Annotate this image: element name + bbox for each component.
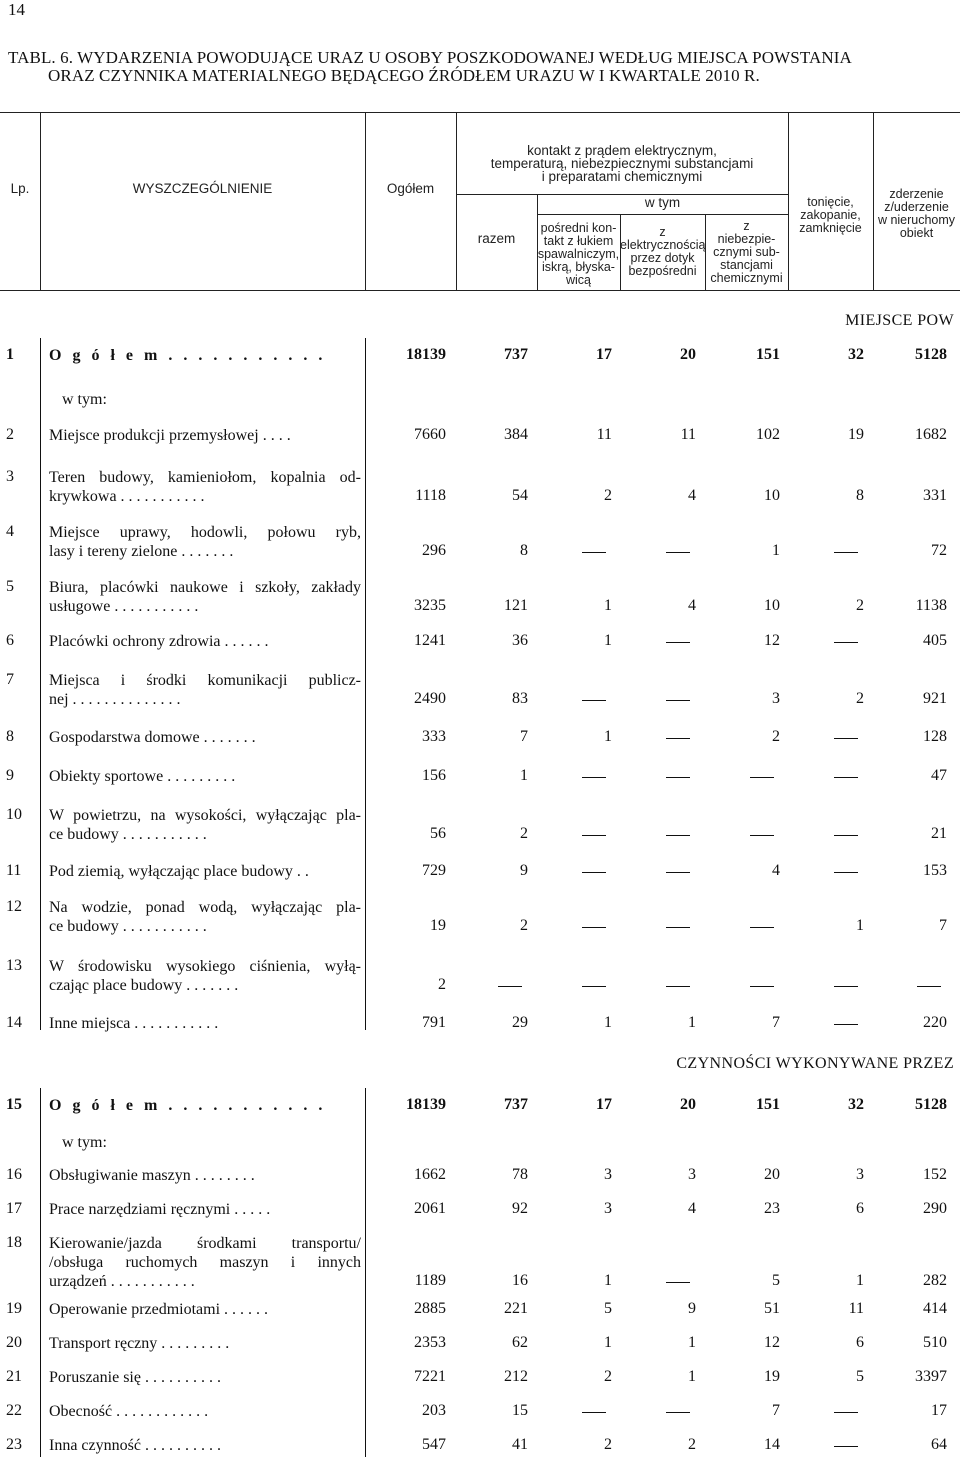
cell-value: 19: [848, 426, 864, 443]
empty-value-dash: [834, 642, 858, 643]
empty-value-dash: [834, 1024, 858, 1025]
row-label-line: usługowe . . . . . . . . . . .: [49, 598, 199, 615]
section-title: MIEJSCE POW: [845, 312, 954, 329]
cell-value: 21: [931, 825, 947, 842]
cell-value: 729: [422, 862, 446, 879]
row-number: 21: [6, 1368, 22, 1385]
empty-value-dash: [834, 835, 858, 836]
cell-value: 2: [604, 1436, 612, 1453]
cell-value: 6: [856, 1334, 864, 1351]
cell-value: 7660: [414, 426, 446, 443]
cell-value: 331: [923, 487, 947, 504]
row-label-line: Na wodzie, ponad wodą, wyłączając pla-: [49, 899, 361, 916]
cell-value: 7: [772, 1014, 780, 1031]
cell-value: 737: [504, 1096, 528, 1113]
row-label-line: ce budowy . . . . . . . . . . .: [49, 918, 207, 935]
cell-value: 152: [923, 1166, 947, 1183]
cell-value: 3: [604, 1200, 612, 1217]
row-label: [49, 1300, 361, 1319]
empty-value-dash: [582, 552, 606, 553]
cell-value: 1682: [915, 426, 947, 443]
cell-value: 7: [772, 1402, 780, 1419]
cell-value: 92: [512, 1200, 528, 1217]
row-number: 1: [6, 346, 14, 363]
cell-value: 1: [688, 1368, 696, 1385]
empty-value-dash: [666, 927, 690, 928]
cell-value: 1: [772, 542, 780, 559]
cell-value: 121: [504, 597, 528, 614]
cell-value: 333: [422, 728, 446, 745]
row-number: 3: [6, 468, 14, 485]
row-label-line: O g ó ł e m . . . . . . . . . . .: [49, 347, 326, 364]
empty-value-dash: [750, 986, 774, 987]
cell-value: 4: [688, 1200, 696, 1217]
row-label-line: lasy i tereny zielone . . . . . . .: [49, 543, 234, 560]
row-number: 13: [6, 957, 22, 974]
row-label-line: krywkowa . . . . . . . . . . .: [49, 488, 205, 505]
row-number: 23: [6, 1436, 22, 1453]
row-number: 4: [6, 523, 14, 540]
cell-value: 7221: [414, 1368, 446, 1385]
row-number: 2: [6, 426, 14, 443]
row-number: 14: [6, 1014, 22, 1031]
cell-value: 72: [931, 542, 947, 559]
column-separator: [365, 338, 366, 1030]
row-number: 11: [6, 862, 22, 879]
table-title-line2: ORAZ CZYNNIKA MATERIALNEGO BĘDĄCEGO ŹRÓDŁEM URAZU W I KWARTALE 2010 R.: [48, 66, 760, 85]
row-number: 5: [6, 578, 14, 595]
header-elektrycznoscia: z elektrycznością przez dotyk bezpośredni: [620, 225, 706, 278]
cell-value: 1: [520, 767, 528, 784]
cell-value: 203: [422, 1402, 446, 1419]
row-label-line: w tym:: [62, 391, 107, 408]
empty-value-dash: [666, 552, 690, 553]
cell-value: 9: [520, 862, 528, 879]
cell-value: 1: [856, 1272, 864, 1289]
empty-value-dash: [666, 1282, 690, 1283]
row-label: [49, 1368, 361, 1387]
cell-value: 17: [596, 1096, 612, 1113]
cell-value: 51: [764, 1300, 780, 1317]
header-group-title: kontakt z prądem elektrycznym, temperaturą, niebezpiecznymi substancjami i preparatami chemicznymi: [490, 143, 754, 184]
empty-value-dash: [582, 1412, 606, 1413]
row-label-line: ce budowy . . . . . . . . . . .: [49, 826, 207, 843]
header-w-tym: w tym: [644, 195, 681, 210]
row-label: [49, 862, 361, 881]
cell-value: 17: [596, 346, 612, 363]
cell-value: 29: [512, 1014, 528, 1031]
empty-value-dash: [834, 1412, 858, 1413]
cell-value: 2: [604, 487, 612, 504]
cell-value: 290: [923, 1200, 947, 1217]
cell-value: 4: [688, 487, 696, 504]
cell-value: 2061: [414, 1200, 446, 1217]
cell-value: 1662: [414, 1166, 446, 1183]
row-label-line: Miejsce uprawy, hodowli, połowu ryb,: [49, 524, 361, 541]
row-number: 7: [6, 671, 14, 688]
cell-value: 2: [520, 917, 528, 934]
cell-value: 56: [430, 825, 446, 842]
header-posredni: pośredni kon- takt z łukiem spawalniczym, iskrą, błyska- wicą: [537, 221, 620, 287]
cell-value: 3: [604, 1166, 612, 1183]
cell-value: 19: [764, 1368, 780, 1385]
cell-value: 12: [764, 632, 780, 649]
cell-value: 791: [422, 1014, 446, 1031]
cell-value: 3235: [414, 597, 446, 614]
cell-value: 17: [931, 1402, 947, 1419]
row-number: 16: [6, 1166, 22, 1183]
cell-value: 15: [512, 1402, 528, 1419]
cell-value: 64: [931, 1436, 947, 1453]
row-label-line: Inna czynność . . . . . . . . . .: [49, 1437, 221, 1454]
cell-value: 151: [756, 346, 780, 363]
cell-value: 3: [856, 1166, 864, 1183]
row-label: [49, 578, 361, 616]
empty-value-dash: [666, 777, 690, 778]
row-label-line: nej . . . . . . . . . . . . . .: [49, 691, 181, 708]
row-label-line: Poruszanie się . . . . . . . . . .: [49, 1369, 221, 1386]
cell-value: 212: [504, 1368, 528, 1385]
cell-value: 405: [923, 632, 947, 649]
row-label: [49, 728, 361, 747]
cell-value: 2: [856, 597, 864, 614]
empty-value-dash: [834, 552, 858, 553]
cell-value: 1118: [415, 487, 446, 504]
header-ogolem: Ogółem: [386, 181, 435, 196]
row-number: 10: [6, 806, 22, 823]
row-label-line: Transport ręczny . . . . . . . . .: [49, 1335, 230, 1352]
cell-value: 8: [856, 487, 864, 504]
cell-value: 20: [764, 1166, 780, 1183]
row-label-line: Placówki ochrony zdrowia . . . . . .: [49, 633, 269, 650]
cell-value: 4: [772, 862, 780, 879]
row-label: [49, 1096, 361, 1115]
row-label: [49, 1402, 361, 1421]
cell-value: 737: [504, 346, 528, 363]
cell-value: 18139: [406, 346, 446, 363]
row-number: 18: [6, 1234, 22, 1251]
header-zderzenie: zderzenie z/uderzenie w nieruchomy obiekt: [877, 187, 956, 240]
empty-value-dash: [750, 835, 774, 836]
cell-value: 5: [856, 1368, 864, 1385]
row-label: [49, 1334, 361, 1353]
cell-value: 2885: [414, 1300, 446, 1317]
section-title: CZYNNOŚCI WYKONYWANE PRZEZ: [676, 1055, 954, 1072]
row-number: 12: [6, 898, 22, 915]
cell-value: 62: [512, 1334, 528, 1351]
row-label-line: czając place budowy . . . . . . .: [49, 977, 239, 994]
empty-value-dash: [666, 738, 690, 739]
cell-value: 16: [512, 1272, 528, 1289]
cell-value: 2490: [414, 690, 446, 707]
row-label-line: Teren budowy, kamieniołom, kopalnia od-: [49, 469, 361, 486]
empty-value-dash: [666, 986, 690, 987]
cell-value: 20: [680, 1096, 696, 1113]
cell-value: 4: [688, 597, 696, 614]
cell-value: 128: [923, 728, 947, 745]
row-label-line: w tym:: [62, 1134, 107, 1151]
row-number: 8: [6, 728, 14, 745]
cell-value: 7: [520, 728, 528, 745]
empty-value-dash: [834, 777, 858, 778]
cell-value: 2: [520, 825, 528, 842]
row-label-line: W środowisku wysokiego ciśnienia, wyłą-: [49, 958, 361, 975]
cell-value: 1189: [414, 1272, 446, 1289]
cell-value: 11: [680, 426, 696, 443]
row-label: [49, 671, 361, 709]
row-label-line: Obiekty sportowe . . . . . . . . .: [49, 768, 236, 785]
header-lp: Lp.: [10, 181, 30, 196]
cell-value: 156: [422, 767, 446, 784]
cell-value: 10: [764, 597, 780, 614]
cell-value: 47: [931, 767, 947, 784]
empty-value-dash: [834, 986, 858, 987]
cell-value: 1: [604, 1272, 612, 1289]
row-label: [49, 1166, 361, 1185]
row-label-line: W powietrzu, na wysokości, wyłączając pla-: [49, 807, 361, 824]
cell-value: 384: [504, 426, 528, 443]
cell-value: 1: [688, 1014, 696, 1031]
cell-value: 2353: [414, 1334, 446, 1351]
cell-value: 921: [923, 690, 947, 707]
empty-value-dash: [666, 642, 690, 643]
cell-value: 83: [512, 690, 528, 707]
cell-value: 282: [923, 1272, 947, 1289]
empty-value-dash: [582, 872, 606, 873]
cell-value: 1241: [414, 632, 446, 649]
row-number: 15: [6, 1096, 22, 1113]
cell-value: 1: [688, 1334, 696, 1351]
empty-value-dash: [750, 777, 774, 778]
cell-value: 151: [756, 1096, 780, 1113]
cell-value: 1: [604, 597, 612, 614]
row-label: [62, 1133, 374, 1152]
cell-value: 5128: [915, 1096, 947, 1113]
cell-value: 10: [764, 487, 780, 504]
cell-value: 414: [923, 1300, 947, 1317]
cell-value: 12: [764, 1334, 780, 1351]
cell-value: 3: [772, 690, 780, 707]
cell-value: 11: [596, 426, 612, 443]
cell-value: 19: [430, 917, 446, 934]
empty-value-dash: [582, 927, 606, 928]
empty-value-dash: [834, 738, 858, 739]
header-razem: razem: [477, 231, 516, 246]
cell-value: 1138: [915, 597, 947, 614]
empty-value-dash: [582, 986, 606, 987]
empty-value-dash: [750, 927, 774, 928]
cell-value: 3397: [915, 1368, 947, 1385]
empty-value-dash: [666, 1412, 690, 1413]
page-number: 14: [8, 0, 25, 19]
row-label: [49, 1234, 361, 1291]
empty-value-dash: [582, 835, 606, 836]
cell-value: 11: [848, 1300, 864, 1317]
cell-value: 1: [604, 632, 612, 649]
cell-value: 78: [512, 1166, 528, 1183]
cell-value: 5: [772, 1272, 780, 1289]
cell-value: 510: [923, 1334, 947, 1351]
cell-value: 2: [772, 728, 780, 745]
cell-value: 3: [688, 1166, 696, 1183]
cell-value: 296: [422, 542, 446, 559]
empty-value-dash: [582, 777, 606, 778]
cell-value: 14: [764, 1436, 780, 1453]
row-label-line: Operowanie przedmiotami . . . . . .: [49, 1301, 269, 1318]
row-label-line: Miejsce produkcji przemysłowej . . . .: [49, 427, 291, 444]
cell-value: 18139: [406, 1096, 446, 1113]
row-label-line: O g ó ł e m . . . . . . . . . . .: [49, 1097, 326, 1114]
cell-value: 54: [512, 487, 528, 504]
cell-value: 547: [422, 1436, 446, 1453]
row-label-line: Gospodarstwa domowe . . . . . . .: [49, 729, 256, 746]
empty-value-dash: [666, 872, 690, 873]
cell-value: 41: [512, 1436, 528, 1453]
empty-value-dash: [498, 986, 522, 987]
cell-value: 1: [604, 728, 612, 745]
cell-value: 5128: [915, 346, 947, 363]
row-label-line: Pod ziemią, wyłączając place budowy . .: [49, 863, 309, 880]
row-label: [49, 468, 361, 506]
empty-value-dash: [666, 700, 690, 701]
row-label: [49, 1200, 361, 1219]
row-number: 19: [6, 1300, 22, 1317]
row-number: 9: [6, 767, 14, 784]
row-label: [62, 390, 374, 409]
empty-value-dash: [666, 835, 690, 836]
row-number: 6: [6, 632, 14, 649]
row-label: [49, 1014, 361, 1033]
cell-value: 1: [604, 1334, 612, 1351]
cell-value: 32: [848, 1096, 864, 1113]
row-label: [49, 632, 361, 651]
row-label-line: /obsługa ruchomych maszyn i innych: [49, 1254, 361, 1271]
row-label: [49, 957, 361, 995]
row-number: 22: [6, 1402, 22, 1419]
row-label: [49, 767, 361, 786]
cell-value: 220: [923, 1014, 947, 1031]
row-label: [49, 426, 361, 445]
cell-value: 5: [604, 1300, 612, 1317]
column-separator: [40, 1088, 41, 1457]
cell-value: 6: [856, 1200, 864, 1217]
row-label-line: Inne miejsca . . . . . . . . . . .: [49, 1015, 219, 1032]
row-label-line: Kierowanie/jazda środkami transportu/: [49, 1235, 361, 1252]
cell-value: 2: [856, 690, 864, 707]
empty-value-dash: [834, 1446, 858, 1447]
cell-value: 9: [688, 1300, 696, 1317]
column-separator: [40, 338, 41, 1030]
row-label-line: Miejsca i środki komunikacji publicz-: [49, 672, 361, 689]
cell-value: 102: [756, 426, 780, 443]
cell-value: 32: [848, 346, 864, 363]
row-label: [49, 806, 361, 844]
row-label: [49, 523, 361, 561]
cell-value: 1: [856, 917, 864, 934]
row-label-line: Obecność . . . . . . . . . . . .: [49, 1403, 209, 1420]
cell-value: 1: [604, 1014, 612, 1031]
header-wyszczegolnienie: WYSZCZEGÓLNIENIE: [132, 181, 273, 196]
cell-value: 36: [512, 632, 528, 649]
row-label: [49, 898, 361, 936]
empty-value-dash: [582, 700, 606, 701]
row-label: [49, 1436, 361, 1455]
cell-value: 8: [520, 542, 528, 559]
row-label: [49, 346, 361, 365]
cell-value: 2: [688, 1436, 696, 1453]
cell-value: 20: [680, 346, 696, 363]
cell-value: 153: [923, 862, 947, 879]
row-number: 17: [6, 1200, 22, 1217]
table-title-line1: TABL. 6. WYDARZENIA POWODUJĄCE URAZ U OSOBY POSZKODOWANEJ WEDŁUG MIEJSCA POWSTANIA: [8, 48, 852, 67]
cell-value: 7: [939, 917, 947, 934]
row-label-line: Biura, placówki naukowe i szkoły, zakłady: [49, 579, 361, 596]
cell-value: 2: [438, 976, 446, 993]
cell-value: 2: [604, 1368, 612, 1385]
row-label-line: Prace narzędziami ręcznymi . . . . .: [49, 1201, 271, 1218]
empty-value-dash: [917, 986, 941, 987]
row-label-line: urządzeń . . . . . . . . . . .: [49, 1273, 195, 1290]
row-label-line: Obsługiwanie maszyn . . . . . . . .: [49, 1167, 255, 1184]
cell-value: 221: [504, 1300, 528, 1317]
cell-value: 23: [764, 1200, 780, 1217]
header-toniecie: tonięcie, zakopanie, zamknięcie: [799, 195, 862, 235]
empty-value-dash: [834, 872, 858, 873]
row-number: 20: [6, 1334, 22, 1351]
header-niebezpiecznymi: z niebezpie- cznymi sub- stancjami chemicznymi: [710, 219, 783, 285]
